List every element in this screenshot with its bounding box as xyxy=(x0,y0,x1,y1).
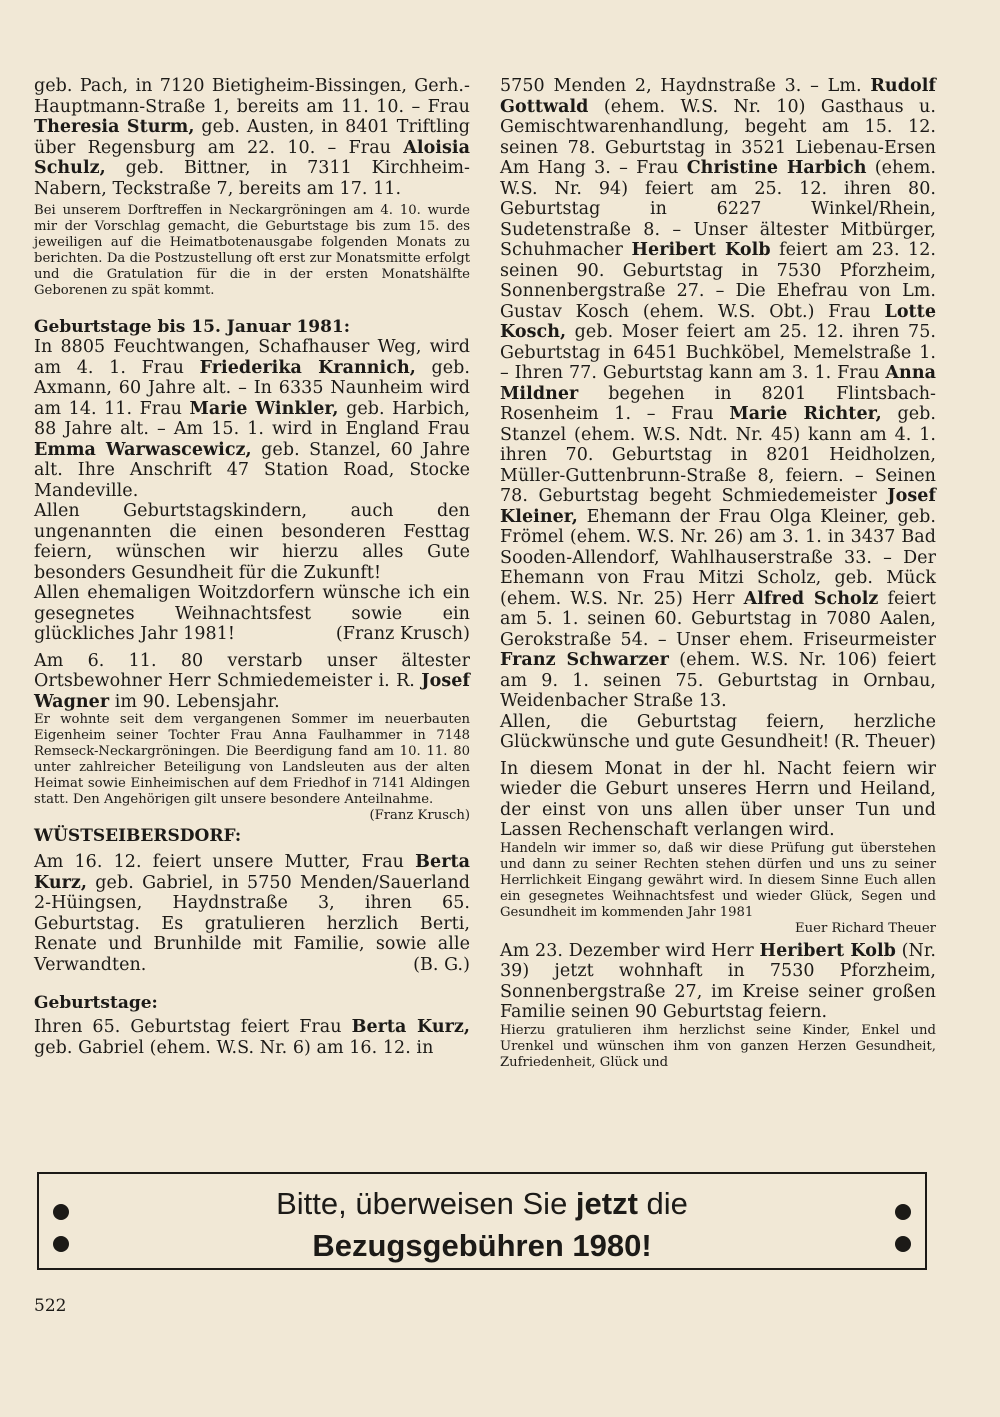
paragraph: Am 6. 11. 80 verstarb unser ältester Ortsbewohner Herr Schmiedemeister i. R. Josef Wagner im 90. Lebensjahr. xyxy=(34,650,470,712)
paragraph: 5750 Menden 2, Haydnstraße 3. – Lm. Rudolf Gottwald (ehem. W.S. Nr. 10) Gasthaus u. Gemischtwarenhandlung, begeht am 15. 12. seinen 78. Geburtstag in 3521 Liebenau-Ersen Am Hang 3. – Frau Christine Harbich (ehem. W.S. Nr. 94) feiert am 25. 12. ihren 80. Geburtstag in 6227 Winkel/Rhein, Sudetenstraße 8. – Unser ältester Mitbürger, Schuhmacher Heribert Kolb feiert am 23. 12. seinen 90. Geburtstag in 7530 Pforzheim, Sonnenbergstraße 27. – Die Ehefrau von Lm. Gustav Kosch (ehem. W.S. Obt.) Frau Lotte Kosch, geb. Moser feiert am 25. 12. ihren 75. Geburtstag in 6451 Buchköbel, Memelstraße 1. – Ihren 77. Geburtstag kann am 3. 1. Frau Anna Mildner begehen in 8201 Flintsbach-Rosenheim 1. – Frau Marie Richter, geb. Stanzel (ehem. W.S. Ndt. Nr. 45) kann am 4. 1. ihren 70. Geburtstag in 8201 Heidholzen, Müller-Guttenbrunn-Straße 8, feiern. – Seinen 78. Geburtstag begeht Schmiedemeister Josef Kleiner, Ehemann der Frau Olga Kleiner, geb. Frömel (ehem. W.S. Nr. 26) am 3. 1. in 3437 Bad Sooden-Allendorf, Wahlhauserstraße 33. – Der Ehemann von Frau Mitzi Scholz, geb. Mück (ehem. W.S. Nr. 25) Herr Alfred Scholz feiert am 5. 1. seinen 60. Geburtstag in 7080 Aalen, Gerokstraße 54. – Unser ehem. Friseurmeister Franz Schwarzer (ehem. W.S. Nr. 106) feiert am 9. 1. seinen 75. Geburtstag in Ornbau, Weidenbacher Straße 13. xyxy=(500,76,937,711)
paragraph: geb. Pach, in 7120 Bietigheim-Bissingen, Gerh.-Hauptmann-Straße 1, bereits am 11. 10. – Frau Theresia Sturm, geb. Austen, in 8401 Triftling über Regensburg am 22. 10. – Frau Aloisia Schulz, geb. Bittner, in 7311 Kirchheim-Nabern, Teckstraße 7, bereits am 17. 11. xyxy=(34,76,470,199)
paragraph: Allen ehemaligen Woitzdorfern wünsche ich ein gesegnetes Weihnachtsfest sowie ein glückliches Jahr 1981! (Franz Krusch) xyxy=(34,583,470,644)
paragraph: In diesem Monat in der hl. Nacht feiern wir wieder die Geburt unseres Herrn und Heiland, der einst von uns allen über unser Tun und Lassen Rechenschaft verlangen wird. xyxy=(500,758,936,840)
paragraph: Allen Geburtstagskindern, auch den ungenannten die einen besonderen Festtag feiern, wünschen wir hierzu alles Gute besonders Gesundheit für die Zukunft! xyxy=(34,501,470,583)
paragraph: In 8805 Feuchtwangen, Schafhauser Weg, wird am 4. 1. Frau Friederika Krannich, geb. Axmann, 60 Jahre alt. – In 6335 Naunheim wird am 14. 11. Frau Marie Winkler, geb. Harbich, 88 Jahre alt. – Am 15. 1. wird in England Frau Emma Warwascewicz, geb. Stanzel, 60 Jahre alt. Ihre Anschrift 47 Station Road, Stocke Mandeville. xyxy=(34,337,471,501)
payment-reminder-box xyxy=(37,1172,927,1270)
paragraph: Hierzu gratulieren ihm herzlichst seine Kinder, Enkel und Urenkel und wünschen ihm von ganzen Herzen Gesundheit, Zufriedenheit, Glück und xyxy=(500,1022,936,1070)
paragraph: Am 23. Dezember wird Herr Heribert Kolb (Nr. 39) jetzt wohnhaft in 7530 Pforzheim, Sonnenbergstraße 27, im Kreise seiner großen Familie seinen 90 Geburtstag feiern. xyxy=(500,940,936,1022)
paragraph: Ihren 65. Geburtstag feiert Frau Berta Kurz, geb. Gabriel (ehem. W.S. Nr. 6) am 16. 12. in xyxy=(34,1017,470,1058)
reminder-line: Bitte, überweisen Sie jetzt die xyxy=(276,1186,688,1221)
paragraph: Er wohnte seit dem vergangenen Sommer im neuerbauten Eigenheim seiner Tochter Frau Anna Faulhammer in 7148 Remseck-Neckargröningen. Die Beerdigung fand am 10. 11. 80 unter zahlreicher Beteiligung von Landsleuten aus der alten Heimat sowie Einheimischen auf dem Friedhof in 7141 Aldingen statt. Den Angehörigen gilt unsere besondere Anteilnahme. (Franz Krusch) xyxy=(34,712,470,823)
paragraph: Bei unserem Dorftreffen in Neckargröningen am 4. 10. wurde mir der Vorschlag gemacht, die Geburtstage bis zum 15. des jeweiligen auf die Heimatbotenausgabe folgenden Monats zu berichten. Da die Postzustellung oft erst zur Monatsmitte erfolgt und die Gratulation für die in der ersten Monatshälfte Geborenen zu spät kommt. xyxy=(34,203,470,298)
section-heading: WÜSTSEIBERSDORF: xyxy=(34,826,242,846)
paragraph: Allen, die Geburtstag feiern, herzliche Glückwünsche und gute Gesundheit! (R. Theuer) xyxy=(500,711,936,752)
section-heading: Geburtstage bis 15. Januar 1981: xyxy=(34,317,351,337)
signature: Euer Richard Theuer xyxy=(795,920,936,936)
section-heading: Geburtstage: xyxy=(34,993,158,1013)
page-number: 522 xyxy=(34,1296,67,1316)
signature: (Franz Krusch) xyxy=(369,808,470,823)
left-column xyxy=(34,76,470,1058)
signature: (R. Theuer) xyxy=(834,732,936,752)
paragraph: Handeln wir immer so, daß wir diese Prüfung gut überstehen und dann zu seiner Rechten stehen dürfen und uns zu seiner Herrlichkeit Eingang gewährt wird. In diesem Sinne Euch allen ein gesegnetes Weihnachtsfest und wieder Glück, Segen und Gesundheit im kommenden Jahr 1981 xyxy=(500,840,936,920)
signature: (B. G.) xyxy=(413,954,470,975)
signature: (Franz Krusch) xyxy=(335,624,470,644)
paragraph: Am 16. 12. feiert unsere Mutter, Frau Berta Kurz, geb. Gabriel, in 5750 Menden/Sauerland 2-Hüingsen, Haydnstraße 3, ihren 65. Geburtstag. Es gratulieren herzlich Berti, Renate und Brunhilde mit Familie, sowie alle Verwandten. (B. G.) xyxy=(34,852,470,975)
reminder-headline: Bezugsgebühren 1980! xyxy=(312,1228,652,1263)
right-column xyxy=(500,76,936,1071)
